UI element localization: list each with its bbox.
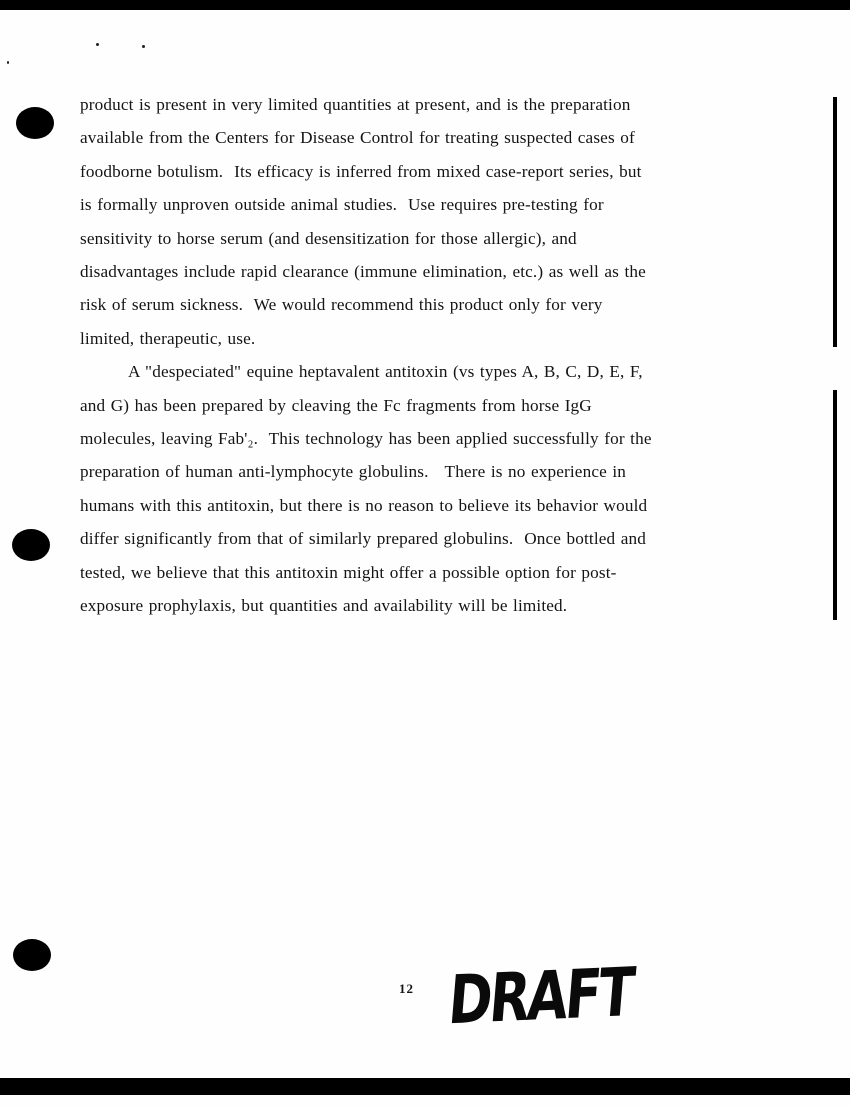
page-number: 12: [399, 981, 414, 996]
text-line: molecules, leaving Fab'₂. This technology has been applied successfully for the: [80, 429, 652, 449]
text-line: risk of serum sickness. We would recommend this product only for very: [80, 295, 603, 315]
text-line: humans with this antitoxin, but there is no reason to believe its behavior would: [80, 495, 648, 515]
text-line: preparation of human anti-lymphocyte globulins. There is no experience in: [80, 462, 626, 482]
body-text: [80, 88, 756, 623]
scan-artifact-bottom-bar: [0, 1078, 850, 1095]
scan-speck: [142, 45, 145, 48]
text-line: exposure prophylaxis, but quantities and availability will be limited.: [80, 596, 568, 616]
text-line: foodborne botulism. Its efficacy is inferred from mixed case-report series, but: [80, 161, 642, 181]
text-line: disadvantages include rapid clearance (immune elimination, etc.) as well as the: [80, 262, 646, 282]
text-line: A "despeciated" equine heptavalent antitoxin (vs types A, B, C, D, E, F,: [128, 362, 643, 382]
draft-stamp: DRAFT: [445, 953, 636, 1040]
text-line: limited, therapeutic, use.: [80, 328, 256, 348]
hole-punch: [13, 939, 51, 971]
scan-artifact-right-line: [833, 97, 837, 347]
text-line: available from the Centers for Disease Control for treating suspected cases of: [80, 128, 635, 148]
hole-punch: [12, 529, 50, 561]
text-line: tested, we believe that this antitoxin might offer a possible option for post-: [80, 562, 617, 582]
text-line: differ significantly from that of similarly prepared globulins. Once bottled and: [80, 529, 647, 549]
scan-speck: [96, 43, 99, 46]
hole-punch: [16, 107, 54, 139]
scan-artifact-right-line: [833, 390, 837, 620]
text-line: is formally unproven outside animal studies. Use requires pre-testing for: [80, 195, 604, 215]
scan-speck: [7, 61, 9, 64]
text-line: sensitivity to horse serum (and desensitization for those allergic), and: [80, 228, 577, 248]
text-line: product is present in very limited quantities at present, and is the preparation: [80, 95, 631, 114]
paragraph: [80, 355, 756, 622]
scan-artifact-top-bar: [0, 0, 850, 10]
paragraph: [80, 88, 756, 355]
text-line: and G) has been prepared by cleaving the Fc fragments from horse IgG: [80, 395, 592, 415]
